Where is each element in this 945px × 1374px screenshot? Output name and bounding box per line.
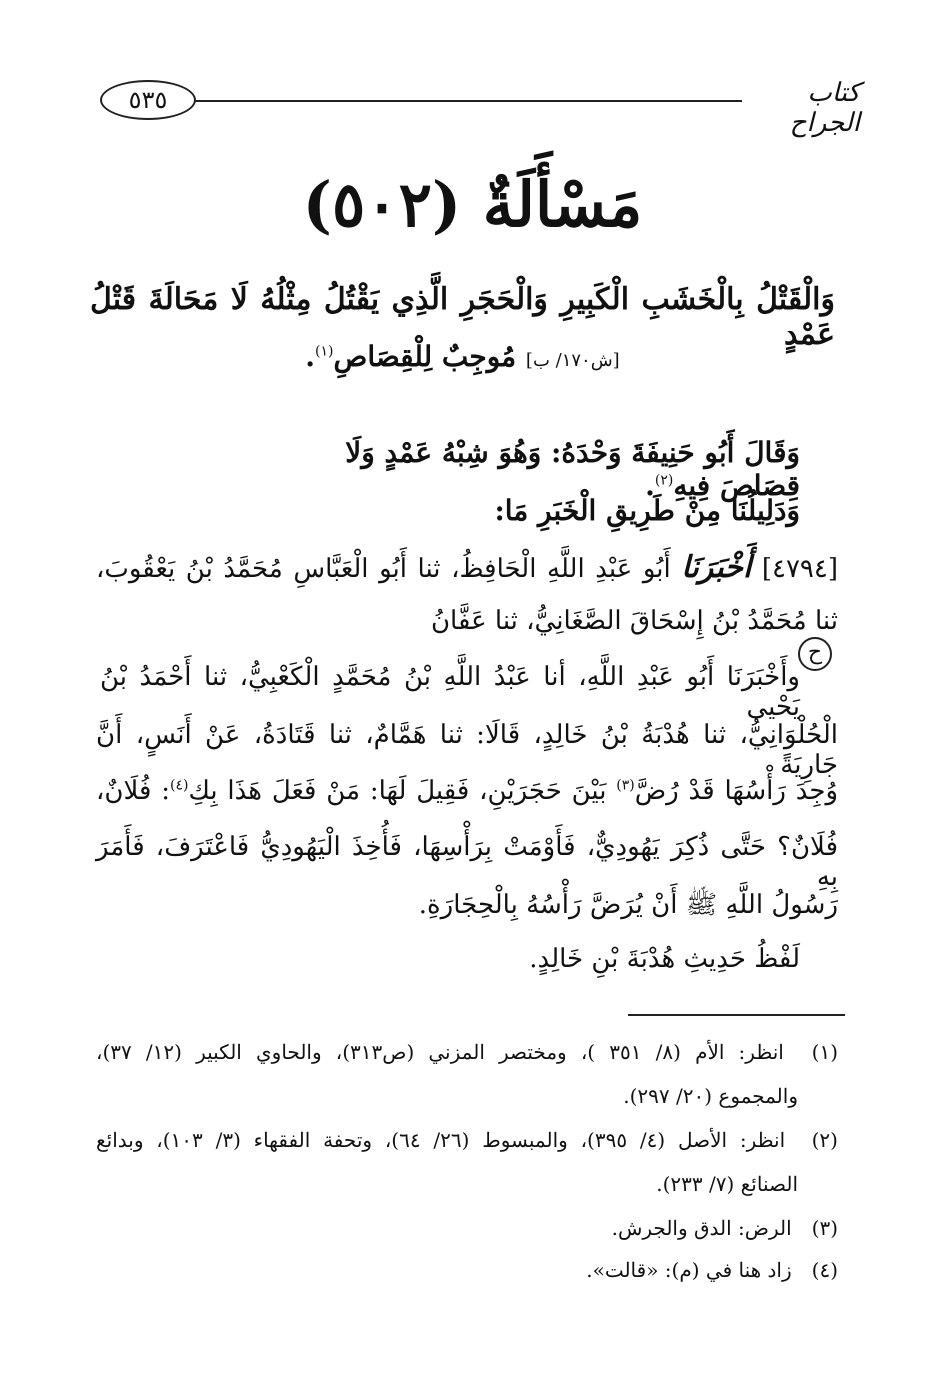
hadith-text-line3 [96, 776, 838, 806]
akhbarana-label: أَخْبَرَنَا [681, 550, 752, 585]
footnote-number: (٤) [811, 1258, 838, 1282]
footnote-number: (٢) [811, 1128, 838, 1152]
lafz-line: لَفْظُ حَدِيثِ هُدْبَةَ بْنِ خَالِدٍ. [529, 944, 800, 974]
book-title: كتاب الجراح [789, 78, 860, 138]
hadith-text-line1: وأَخْبَرَنَا أَبُو عَبْدِ اللَّهِ، أنا عَبْدُ اللَّهِ بْنُ مُحَمَّدٍ الْكَعْبِيُّ، ثنا أَحْمَدُ بْنُ يَحْيى [100, 662, 800, 722]
footnote-text: انظر: الأصل (٤/ ٣٩٥)، والمبسوط (٢٦/ ٦٤)، وتحفة الفقهاء (٣/ ١٠٣)، وبدائع [96, 1128, 786, 1152]
hadith-text-line2: الْحُلْوَانِيُّ، ثنا هُدْبَةُ بْنُ خَالِدٍ، قَالَا: ثنا هَمَّامٌ، ثنا قَتَادَةُ، عَنْ أَنَسٍ، أَنَّ جَارِيَةً [96, 720, 838, 780]
hadith-text-line4: فُلَانٌ؟ حَتَّى ذُكِرَ يَهُودِيٌّ، فَأَوْمَتْ بِرَأْسِهَا، فَأُخِذَ الْيَهُودِيُّ فَاعْتَرَفَ، فَأَمَرَ بِهِ [96, 832, 838, 892]
footnote-2 [96, 1128, 838, 1152]
abu-hanifa-text: وَقَالَ أَبُو حَنِيفَةَ وَحْدَهُ: وَهُوَ شِبْهُ عَمْدٍ وَلَا قِصَاصَ فِيهِ [345, 436, 800, 502]
footnote-number: (١) [811, 1040, 838, 1064]
footnote-marker: (٢) [654, 472, 674, 489]
footnote-separator [628, 1014, 845, 1016]
hadith-isnad-line1 [96, 550, 838, 585]
hadith-text: وُجِدَ رَأْسُهَا قَدْ رُضَّ [634, 776, 838, 806]
footnote-marker: (٤) [170, 777, 189, 794]
issue-title: مَسْأَلَةٌ (٥٠٢) [302, 168, 643, 241]
issue-statement-line1: وَالْقَتْلُ بِالْخَشَبِ الْكَبِيرِ وَالْحَجَرِ الَّذِي يَقْتُلُ مِثْلُهُ لَا مَحَالَةَ قَتْلُ عَمْدٍ [90, 282, 835, 352]
hadith-text: : فُلَانٌ، [96, 776, 170, 806]
footnote-text: زاد هنا في (م): «قالت». [586, 1258, 792, 1282]
statement-text: مُوجِبٌ لِلْقِصَاصِ [333, 340, 517, 373]
abu-hanifa-line: وَقَالَ أَبُو حَنِيفَةَ وَحْدَهُ: وَهُوَ شِبْهُ عَمْدٍ وَلَا قِصَاصَ فِيهِ$^{(٢)}$. [345, 436, 800, 502]
page-header [100, 78, 860, 138]
footnote-marker: (١) [315, 343, 334, 360]
footnote-number: (٣) [811, 1216, 838, 1240]
footnote-3 [96, 1216, 838, 1240]
footnote-2-cont: الصنائع (٧/ ٢٣٣). [656, 1172, 798, 1196]
footnote-1-cont: والمجموع (٢٠/ ٢٩٧). [623, 1084, 798, 1108]
footnote-4 [96, 1258, 838, 1282]
header-rule [194, 100, 742, 102]
dalil-line: وَدَلِيلُنَا مِنْ طَرِيقِ الْخَبَرِ مَا: [494, 494, 800, 527]
manuscript-reference: [ش١٧٠/ ب] [525, 350, 620, 371]
hadith-text-line5: رَسُولُ اللَّهِ ﷺ أَنْ يُرَضَّ رَأْسُهُ بِالْحِجَارَةِ. [418, 890, 838, 920]
issue-statement-line2: [ش١٧٠/ ب] مُوجِبٌ لِلْقِصَاصِ$^{(١)}$. [305, 340, 620, 373]
isnad-text: ثنا مُحَمَّدُ بْنُ إِسْحَاقَ الصَّغَانِيُّ، ثنا عَفَّانُ [430, 606, 838, 636]
page-number: ٥٣٥ [100, 80, 196, 120]
footnote-marker: (٣) [616, 777, 635, 794]
tahwil-ha-symbol: ح [798, 637, 832, 671]
footnote-1 [96, 1040, 838, 1064]
hadith-number: [٤٧٩٤] [761, 554, 839, 584]
hadith-text: بَيْنَ حَجَرَيْنِ، فَقِيلَ لَهَا: مَنْ فَعَلَ هَذَا بِكِ [188, 776, 607, 806]
footnote-text: الرض: الدق والجرش. [611, 1216, 792, 1240]
footnote-text: انظر: الأم (٨/ ٣٥١ )، ومختصر المزني (ص٣١٣)، والحاوي الكبير (١٢/ ٣٧)، [96, 1040, 784, 1064]
isnad-text: أَبُو عَبْدِ اللَّهِ الْحَافِظُ، ثنا أَبُو الْعَبَّاسِ مُحَمَّدُ بْنُ يَعْقُوبَ، [96, 554, 671, 584]
